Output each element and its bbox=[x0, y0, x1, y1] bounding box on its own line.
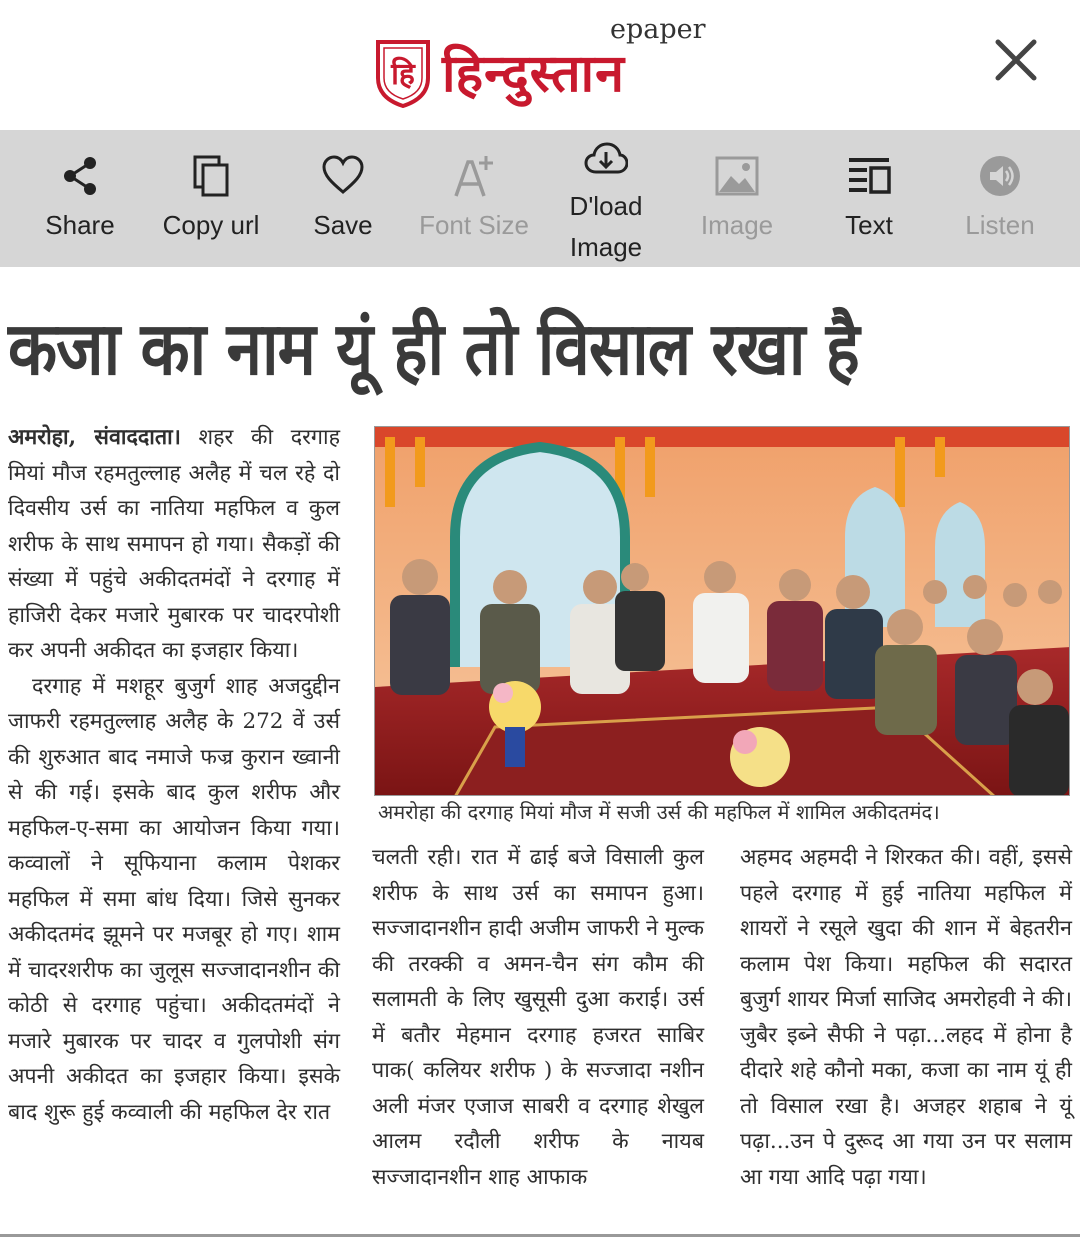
article-column-1 bbox=[8, 420, 340, 1130]
font-size-button[interactable] bbox=[408, 130, 540, 267]
brand-name: हिन्दुस्तान bbox=[442, 43, 625, 104]
photo-caption: अमरोहा की दरगाह मियां मौज में सजी उर्स की महफिल में शामिल अकीदतमंद। bbox=[378, 800, 940, 824]
listen-label: Listen bbox=[965, 210, 1035, 240]
bottom-divider bbox=[0, 1234, 1080, 1237]
close-icon[interactable] bbox=[990, 34, 1042, 86]
save-button[interactable] bbox=[277, 130, 409, 267]
font-size-icon bbox=[452, 154, 496, 198]
speaker-icon bbox=[978, 154, 1022, 198]
cloud-download-icon bbox=[584, 138, 628, 182]
text-icon bbox=[847, 154, 891, 198]
mehfil-photo bbox=[375, 427, 1070, 796]
article-toolbar bbox=[0, 130, 1080, 267]
article-headline: कजा का नाम यूं ही तो विसाल रखा है bbox=[8, 307, 859, 393]
copy-icon bbox=[189, 154, 233, 198]
share-button[interactable] bbox=[14, 130, 146, 267]
listen-button[interactable] bbox=[934, 130, 1066, 267]
logo-shield-icon bbox=[374, 36, 432, 108]
share-icon bbox=[58, 154, 102, 198]
image-icon bbox=[715, 154, 759, 198]
logo-glyph: हि bbox=[391, 57, 415, 92]
image-label: Image bbox=[700, 210, 774, 240]
save-label: Save bbox=[313, 210, 373, 240]
paragraph-2: दरगाह में मशहूर बुजुर्ग शाह अजदुद्दीन जाफरी रहमतुल्लाह अलैह के 272 वें उर्स की शुरुआत बाद नमाजे फज्र कुरान ख्वानी से की गई। इसके बाद कुल शरीफ और महफिल-ए-समा का आयोजन किया गया। कव्वालों ने सूफियाना कलाम पेशकर महफिल में समा बांध दिया। जिसे सुनकर अकीदतमंद झूमने पर मजबूर हो गए। शाम में चादरशरीफ का जुलूस सज्जादानशीन की कोठी से दरगाह पहुंचा। अकीदतमंदों ने मजारे मुबारक पर चादर व गुलपोशी संग अपनी अकीदत का इजहार किया। इसके बाद शुरू हुई कव्वाली की महफिल देर रात bbox=[8, 673, 340, 1125]
hindustan-logo bbox=[374, 14, 714, 114]
paragraph-intro bbox=[8, 420, 340, 669]
dateline: अमरोहा, संवाददाता। bbox=[8, 425, 181, 450]
font-size-label: Font Size bbox=[419, 210, 529, 240]
share-label: Share bbox=[45, 210, 115, 240]
image-button[interactable] bbox=[671, 130, 803, 267]
text-label: Text bbox=[845, 210, 893, 240]
heart-icon bbox=[321, 154, 365, 198]
article-column-3 bbox=[740, 840, 1072, 1195]
article-photo bbox=[374, 426, 1070, 796]
text-button[interactable] bbox=[803, 130, 935, 267]
paragraph-1-text: शहर की दरगाह मियां मौज रहमतुल्लाह अलैह में चल रहे दो दिवसीय उर्स का नातिया महफिल व कुल शरीफ के साथ समापन हो गया। सैकड़ों की संख्या में पहुंचे अकीदतमंदों ने दरगाह में हाजिरी देकर मजारे मुबारक पर चादरपोशी कर अपनी अकीदत का इजहार किया। bbox=[8, 425, 340, 663]
epaper-header bbox=[0, 0, 1080, 130]
article-column-2 bbox=[372, 840, 704, 1195]
paragraph-4: अहमद अहमदी ने शिरकत की। वहीं, इससे पहले दरगाह में हुई नातिया महफिल में शायरों ने रसूले खुदा की शान में बेहतरीन कलाम पेश किया। महफिल की सदारत बुजुर्ग शायर मिर्जा साजिद अमरोहवी ने की। जुबैर इब्ने सैफी ने पढ़ा...लहद में होना है दीदारे शहे कौनो मका, कजा का नाम यूं ही तो विसाल रखा है। अजहर शहाब ने यूं पढ़ा...उन पे दुरूद आ गया उन पर सलाम आ गया आदि पढ़ा गया। bbox=[740, 845, 1072, 1190]
epaper-label: epaper bbox=[610, 14, 706, 45]
download-image-label: D'load Image bbox=[569, 191, 643, 262]
download-image-button[interactable] bbox=[540, 130, 672, 267]
paragraph-3: चलती रही। रात में ढाई बजे विसाली कुल शरीफ के साथ उर्स का समापन हुआ। सज्जादानशीन हादी अजीम जाफरी ने मुल्क की तरक्की व अमन-चैन संग कौम की सलामती के लिए खुसूसी दुआ कराई। उर्स में बतौर मेहमान दरगाह हजरत साबिर पाक( कलियर शरीफ ) के सज्जादा नशीन अली मंजर एजाज साबरी व दरगाह शेखुल आलम रदौली शरीफ के नायब सज्जादानशीन शाह आफाक bbox=[372, 845, 704, 1190]
copy-url-button[interactable] bbox=[145, 130, 277, 267]
copy-url-label: Copy url bbox=[162, 210, 260, 240]
